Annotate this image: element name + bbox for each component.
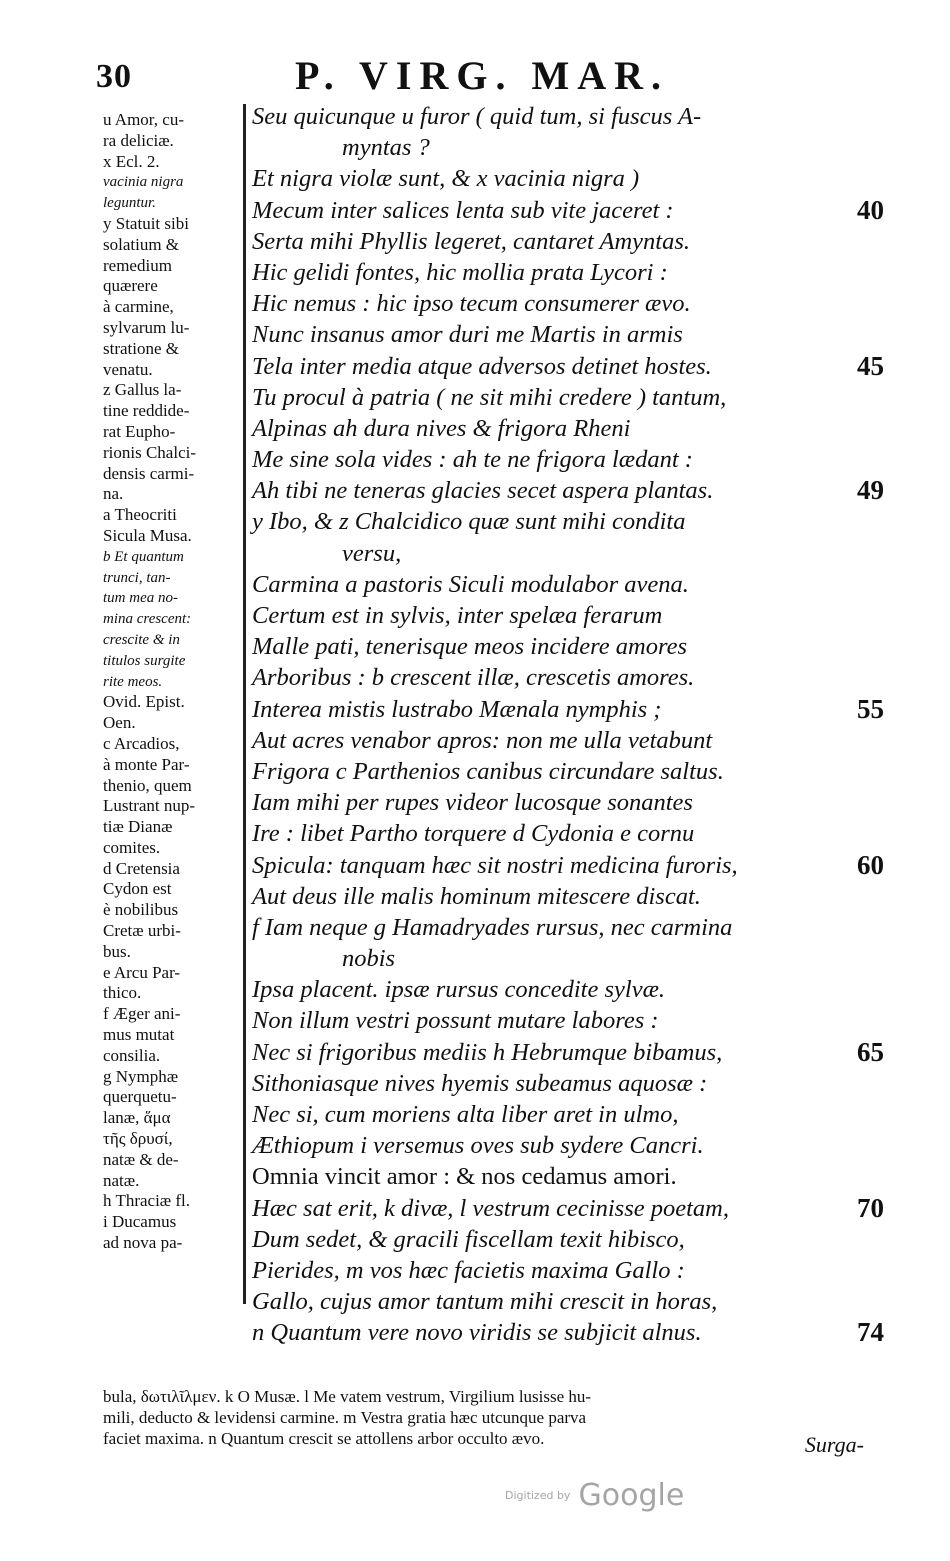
verse-line	[252, 475, 884, 506]
marginal-notes	[103, 110, 243, 1254]
marginal-note-line: x Ecl. 2.	[103, 151, 160, 171]
marginal-note-line: z Gallus la-	[103, 380, 182, 400]
verse-line	[252, 600, 872, 631]
marginal-note-line: trunci, tan-	[103, 569, 171, 586]
verse-text: Carmina a pastoris Siculi modulabor avena.	[252, 570, 689, 598]
verse-text: Æthiopum i versemus oves sub sydere Cancri.	[252, 1132, 704, 1160]
verse-text: f Iam neque g Hamadryades rursus, nec carmina	[252, 913, 733, 941]
verse-text: Serta mihi Phyllis legeret, cantaret Amyntas.	[252, 227, 690, 255]
marginal-note-line: ad nova pa-	[103, 1233, 183, 1253]
digitized-watermark	[505, 1478, 684, 1513]
verse-text: versu,	[342, 539, 402, 567]
verse-line	[252, 444, 872, 475]
marginal-note-line: na.	[103, 484, 124, 504]
google-logo-text: Google	[578, 1478, 685, 1513]
verse-line	[252, 1099, 872, 1130]
marginal-note-line: f Æger ani-	[103, 1004, 181, 1024]
line-number: 65	[857, 1036, 884, 1067]
marginal-note-line: a Theocriti	[103, 505, 177, 525]
line-number: 40	[857, 194, 884, 225]
verse-line	[252, 382, 872, 413]
verse-text: Sithoniasque nives hyemis subeamus aquosæ :	[252, 1069, 708, 1097]
verse-line	[252, 1161, 872, 1192]
line-number: 55	[857, 693, 884, 724]
footnote-line: bula, δωτιλῖλμεν. k O Musæ. l Me vatem vestrum, Virgilium lusisse hu-	[103, 1387, 592, 1406]
verse-text: Non illum vestri possunt mutare labores :	[252, 1007, 659, 1035]
line-number: 45	[857, 350, 884, 381]
verse-text: Hic nemus : hic ipso tecum consumerer ævo.	[252, 290, 691, 318]
marginal-note-line: rat Eupho-	[103, 421, 176, 441]
verse-line	[252, 1224, 872, 1255]
verse-line	[252, 631, 872, 662]
verse-text: Arboribus : b crescent illæ, crescetis amores.	[252, 664, 695, 692]
verse-text: Frigora c Parthenios canibus circundare saltus.	[252, 757, 724, 785]
marginal-note-line: querquetu-	[103, 1087, 177, 1107]
marginal-note-line: stratione &	[103, 338, 180, 358]
verse-text: Nec si frigoribus mediis h Hebrumque bibamus,	[252, 1038, 723, 1066]
verse-text: Gallo, cujus amor tantum mihi crescit in horas,	[252, 1288, 718, 1316]
verse-line	[252, 693, 884, 725]
verse-text: n Quantum vere novo viridis se subjicit alnus.	[252, 1319, 702, 1347]
verse-text: nobis	[342, 945, 396, 973]
verse-line	[252, 1130, 872, 1161]
verse-line	[252, 350, 884, 382]
marginal-note-line: densis carmi-	[103, 463, 195, 483]
footnote-line: mili, deducto & levidensi carmine. m Vestra gratia hæc utcunque parva	[103, 1408, 587, 1427]
verse-text: myntas ?	[342, 134, 430, 162]
marginal-note-line: Lustrant nup-	[103, 796, 196, 816]
running-title: P. VIRG. MAR.	[295, 53, 670, 98]
marginal-note-line: rionis Chalci-	[103, 442, 197, 462]
marginal-note-line: mina crescent:	[103, 611, 192, 628]
verse-line	[252, 538, 872, 569]
verse-line	[252, 1192, 884, 1224]
verse-text: Hic gelidi fontes, hic mollia prata Lycori :	[252, 258, 668, 286]
marginal-note-line: è nobilibus	[103, 900, 179, 920]
verse-line	[252, 787, 872, 818]
verse-line	[252, 1317, 884, 1348]
verse-text: Interea mistis lustrabo Mænala nymphis ;	[252, 695, 662, 723]
marginal-note-line: à carmine,	[103, 297, 174, 317]
verse-line	[252, 288, 872, 319]
column-rule	[243, 104, 246, 1304]
marginal-note-line: leguntur.	[103, 195, 156, 212]
line-number: 49	[857, 475, 884, 506]
verse-text: Ipsa placent. ipsæ rursus concedite sylvæ.	[252, 976, 666, 1004]
verse-text: Certum est in sylvis, inter spelæa ferarum	[252, 602, 663, 629]
marginal-note-line: natæ.	[103, 1170, 140, 1190]
verse-line	[252, 1005, 872, 1036]
marginal-note-line: venatu.	[103, 359, 153, 379]
verse-line	[252, 569, 872, 600]
verse-text: Me sine sola vides : ah te ne frigora lædant :	[252, 446, 693, 474]
watermark-prefix: Digitized by	[505, 1489, 571, 1502]
marginal-note-line: thenio, quem	[103, 775, 192, 795]
marginal-note-line: b Et quantum	[103, 548, 184, 565]
line-number: 60	[857, 849, 884, 880]
verse-line	[252, 1068, 872, 1099]
verse-text: Ire : libet Partho torquere d Cydonia e cornu	[252, 820, 695, 848]
verse-line	[252, 881, 872, 912]
marginal-note-line: titulos surgite	[103, 652, 186, 669]
marginal-note-line: Ovid. Epist.	[103, 692, 185, 712]
marginal-note-line: τῆς δρυσί,	[103, 1129, 173, 1149]
marginal-note-line: Cydon est	[103, 879, 172, 899]
verse-text: Et nigra violæ sunt, & x vacinia nigra )	[252, 165, 640, 193]
marginal-note-line: c Arcadios,	[103, 733, 180, 753]
marginal-note-line: u Amor, cu-	[103, 110, 184, 129]
verse-line	[252, 319, 872, 350]
verse-line	[252, 506, 872, 537]
verse-line	[252, 662, 872, 693]
marginal-note-line: thico.	[103, 983, 142, 1003]
verse-line	[252, 163, 872, 194]
verse-text: Aut deus ille malis hominum mitescere discat.	[252, 882, 701, 910]
verse-text: Seu quicunque u furor ( quid tum, si fuscus A-	[252, 103, 702, 130]
verse-text: Iam mihi per rupes videor lucosque sonantes	[252, 789, 693, 817]
marginal-note-line: tiæ Dianæ	[103, 817, 173, 837]
verse-text: Nec si, cum moriens alta liber aret in ulmo,	[252, 1101, 679, 1128]
footnote-line: faciet maxima. n Quantum crescit se attollens arbor occulto ævo.	[103, 1429, 545, 1448]
marginal-note-line: Sicula Musa.	[103, 525, 192, 545]
marginal-note-line: tine reddide-	[103, 401, 190, 421]
marginal-note-line: à monte Par-	[103, 754, 190, 774]
verse-line	[252, 194, 884, 226]
verse-text: Mecum inter salices lenta sub vite jaceret :	[252, 196, 674, 224]
page-header	[90, 52, 900, 102]
marginal-note-line: mus mutat	[103, 1025, 175, 1045]
verse-text: Malle pati, tenerisque meos incidere amores	[252, 633, 688, 661]
verse-line	[252, 101, 872, 132]
marginal-note-line: d Cretensia	[103, 858, 180, 878]
marginal-note-line: quærere	[103, 276, 158, 296]
verse-line	[252, 818, 872, 849]
marginal-note-line: consilia.	[103, 1045, 161, 1065]
verse-text: Ah tibi ne teneras glacies secet aspera plantas.	[252, 477, 714, 505]
marginal-note-line: remedium	[103, 255, 172, 275]
marginal-note-line: bus.	[103, 941, 131, 961]
line-number: 70	[857, 1192, 884, 1223]
verse-line	[252, 257, 872, 288]
marginal-note-line: g Nymphæ	[103, 1066, 179, 1086]
marginal-note-line: y Statuit sibi	[103, 213, 189, 233]
page-number: 30	[96, 58, 132, 95]
marginal-note-line: comites.	[103, 837, 161, 857]
marginal-note-line: i Ducamus	[103, 1212, 177, 1232]
verse-line	[252, 1286, 872, 1317]
marginal-note-line: tum mea no-	[103, 590, 178, 607]
marginal-note-line: Cretæ urbi-	[103, 921, 181, 941]
marginal-note-line: rite meos.	[103, 673, 163, 690]
verse-column	[252, 101, 884, 1349]
verse-line	[252, 226, 872, 257]
footnote-block	[103, 1386, 873, 1449]
verse-line	[252, 1255, 872, 1286]
marginal-note-line: ra deliciæ.	[103, 130, 174, 150]
marginal-note-line: e Arcu Par-	[103, 962, 181, 982]
verse-text: Aut acres venabor apros: non me ulla vetabunt	[252, 726, 713, 754]
marginal-note-line: Oen.	[103, 713, 136, 733]
catchword: Surga-	[804, 1432, 864, 1457]
verse-text: Nunc insanus amor duri me Martis in armis	[252, 321, 683, 349]
verse-line	[252, 756, 872, 787]
verse-line	[252, 132, 872, 163]
marginal-note-line: lanæ, ἅμα	[103, 1108, 171, 1128]
marginal-note-line: crescite & in	[103, 631, 180, 648]
verse-line	[252, 943, 872, 974]
verse-text: y Ibo, & z Chalcidico quæ sunt mihi condita	[252, 508, 686, 536]
marginal-note-line: natæ & de-	[103, 1149, 179, 1169]
marginal-note-line: solatium &	[103, 234, 180, 254]
marginal-note-line: sylvarum lu-	[103, 317, 190, 337]
verse-line	[252, 849, 884, 881]
verse-text: Spicula: tanquam hæc sit nostri medicina furoris,	[252, 851, 738, 879]
verse-line	[252, 725, 872, 756]
verse-text: Tela inter media atque adversos detinet hostes.	[252, 352, 712, 380]
verse-text: Dum sedet, & gracili fiscellam texit hibisco,	[252, 1225, 685, 1253]
verse-line	[252, 1036, 884, 1068]
verse-line	[252, 974, 872, 1005]
verse-text: Pierides, m vos hæc facietis maxima Gallo :	[252, 1256, 685, 1284]
verse-line	[252, 413, 872, 444]
marginal-note-line: vacinia nigra	[103, 174, 184, 191]
verse-line	[252, 912, 872, 943]
marginal-note-line: h Thraciæ fl.	[103, 1191, 191, 1211]
verse-text: Hæc sat erit, k divæ, l vestrum cecinisse poetam,	[252, 1194, 729, 1222]
verse-text: Tu procul à patria ( ne sit mihi credere ) tantum,	[252, 383, 727, 411]
line-number: 74	[857, 1317, 884, 1348]
verse-text: Alpinas ah dura nives & frigora Rheni	[252, 414, 631, 442]
verse-text: Omnia vincit amor : & nos cedamus amori.	[252, 1163, 677, 1191]
